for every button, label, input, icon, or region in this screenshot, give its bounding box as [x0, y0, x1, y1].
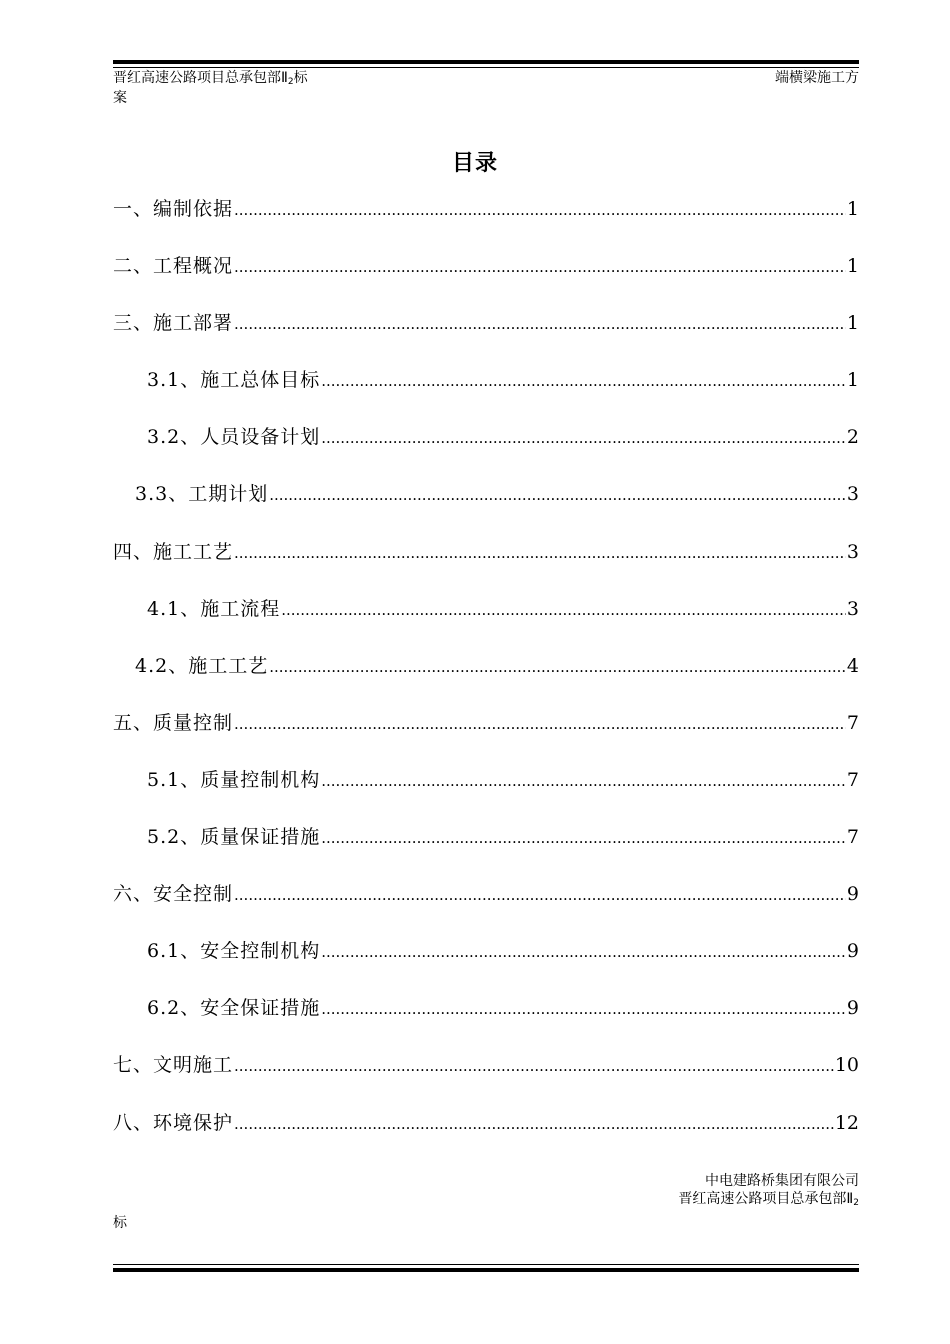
toc-entry[interactable] [113, 1048, 859, 1105]
footer-company-block [678, 1172, 859, 1212]
header-rule-thin [113, 67, 859, 68]
toc-entry-label: 一、编制依据 [113, 198, 234, 220]
toc-entry[interactable] [113, 306, 859, 363]
toc-entry[interactable] [113, 991, 859, 1048]
toc-entry-page: 9 [846, 997, 859, 1020]
toc-entry-label: 3.3、工期计划 [135, 483, 269, 506]
toc-leader-dots [321, 821, 846, 855]
toc-leader-dots [321, 992, 846, 1026]
toc-entry-page: 1 [846, 198, 859, 220]
toc-entry[interactable] [113, 763, 859, 820]
toc-entry[interactable] [113, 477, 859, 534]
toc-entry[interactable] [113, 877, 859, 934]
table-of-contents [113, 192, 859, 1163]
toc-entry-label: 四、施工工艺 [113, 540, 234, 563]
toc-entry-page: 9 [846, 883, 859, 906]
toc-leader-dots [321, 421, 846, 455]
toc-entry-page: 7 [846, 768, 859, 791]
toc-entry-page: 7 [846, 711, 859, 734]
toc-entry[interactable] [113, 363, 859, 420]
toc-entry[interactable] [113, 820, 859, 877]
footer-project-sub: 2 [853, 1198, 859, 1208]
toc-title: 目录 [451, 151, 498, 176]
toc-entry-page: 3 [846, 540, 859, 563]
toc-entry-label: 4.2、施工工艺 [135, 654, 269, 677]
toc-entry-label: 5.2、质量保证措施 [147, 826, 321, 849]
toc-entry-label: 4.1、施工流程 [147, 597, 281, 620]
footer-rule-thin [113, 1264, 859, 1265]
footer-project-wrap: 标 [113, 1215, 127, 1231]
toc-entry[interactable] [113, 249, 859, 306]
toc-entry-page: 1 [846, 255, 859, 278]
toc-entry-label: 三、施工部署 [113, 312, 234, 335]
toc-leader-dots [281, 593, 846, 627]
toc-entry-label: 5.1、质量控制机构 [147, 768, 321, 791]
header-rule-thick [113, 60, 859, 64]
toc-entry-page: 3 [846, 483, 859, 506]
header-doc-title: 端横梁施工方 [775, 70, 859, 86]
footer-project-line [678, 1190, 859, 1212]
header-project-sub: 2 [287, 77, 294, 87]
toc-entry[interactable] [113, 934, 859, 991]
toc-entry[interactable] [113, 1106, 859, 1163]
toc-entry-page: 3 [846, 597, 859, 620]
toc-entry-label: 6.1、安全控制机构 [147, 940, 321, 963]
toc-leader-dots [269, 650, 846, 684]
toc-leader-dots [234, 193, 846, 227]
toc-entry-page: 1 [846, 369, 859, 392]
toc-leader-dots [234, 536, 846, 570]
header-project-main: 晋红高速公路项目总承包部Ⅱ [113, 70, 288, 86]
toc-entry-page: 4 [846, 654, 859, 677]
toc-entry-label: 3.2、人员设备计划 [147, 426, 321, 449]
toc-leader-dots [234, 307, 846, 341]
toc-entry-label: 八、环境保护 [113, 1111, 234, 1134]
header-project-wrap: 案 [113, 90, 127, 106]
toc-leader-dots [234, 1049, 834, 1083]
toc-entry[interactable] [113, 592, 859, 649]
toc-entry-page: 12 [834, 1111, 859, 1134]
toc-entry-page: 1 [846, 312, 859, 335]
toc-entry-page: 7 [846, 826, 859, 849]
toc-entry[interactable] [113, 706, 859, 763]
toc-entry[interactable] [113, 192, 859, 249]
footer-rule-thick [113, 1268, 859, 1272]
toc-leader-dots [321, 935, 846, 969]
toc-entry[interactable] [113, 535, 859, 592]
toc-leader-dots [321, 764, 846, 798]
header-project-name [113, 70, 373, 106]
footer-company-name: 中电建路桥集团有限公司 [705, 1173, 859, 1189]
toc-entry-label: 3.1、施工总体目标 [147, 369, 321, 392]
toc-entry[interactable] [113, 649, 859, 706]
toc-entry-label: 六、安全控制 [113, 883, 234, 906]
toc-leader-dots [234, 250, 846, 284]
toc-entry[interactable] [113, 420, 859, 477]
toc-leader-dots [269, 478, 846, 512]
toc-entry-label: 二、工程概况 [113, 255, 234, 278]
toc-entry-label: 七、文明施工 [113, 1054, 234, 1077]
toc-leader-dots [234, 878, 846, 912]
toc-leader-dots [321, 364, 846, 398]
footer-project-main: 晋红高速公路项目总承包部Ⅱ [678, 1191, 854, 1207]
toc-entry-page: 10 [834, 1054, 859, 1077]
toc-entry-label: 五、质量控制 [113, 711, 234, 734]
toc-entry-page: 9 [846, 940, 859, 963]
header-project-tail: 标 [293, 70, 308, 86]
toc-leader-dots [234, 707, 846, 741]
toc-leader-dots [234, 1107, 834, 1141]
toc-entry-label: 6.2、安全保证措施 [147, 997, 321, 1020]
toc-entry-page: 2 [846, 426, 859, 449]
